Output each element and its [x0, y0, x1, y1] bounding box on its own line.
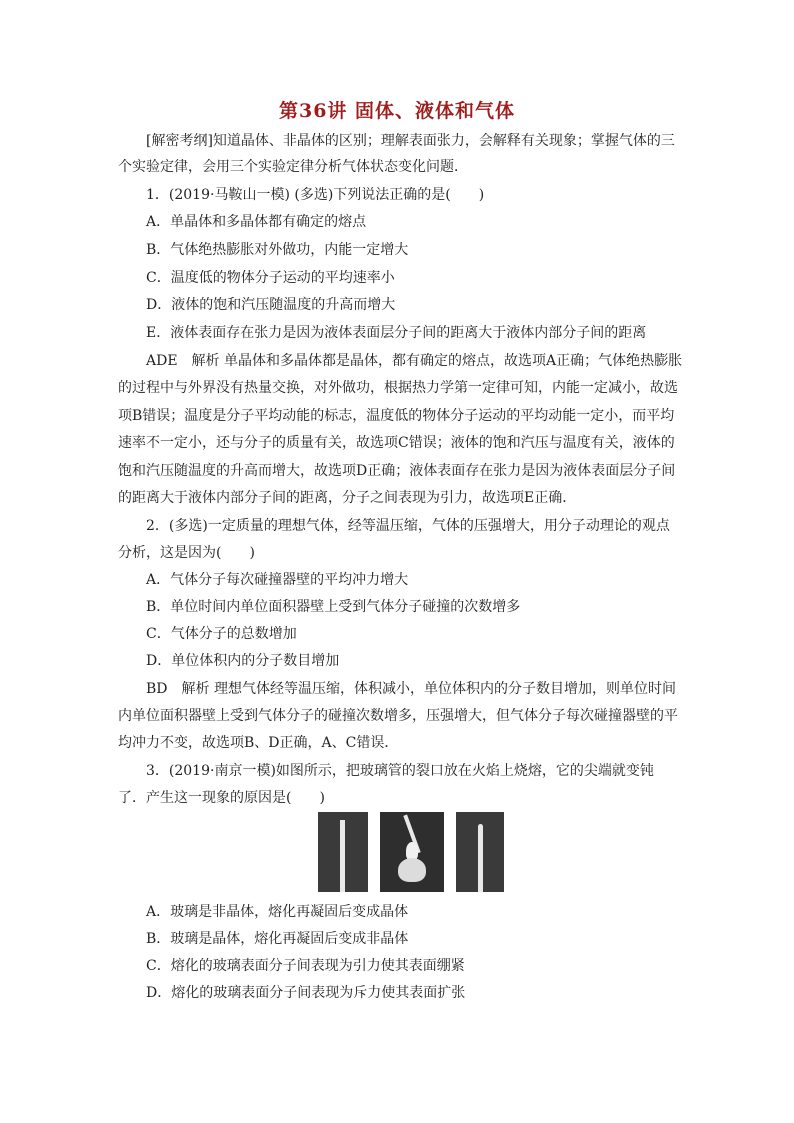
question-2-option-b: B．单位时间内单位面积器壁上受到气体分子碰撞的次数增多	[146, 599, 521, 615]
question-1-analysis-line-5: 饱和汽压随温度的升高而增大，故选项D正确；液体表面存在张力是因为液体表面层分子间	[118, 463, 676, 479]
question-3-option-b: B．玻璃是晶体，熔化再凝固后变成非晶体	[146, 931, 409, 947]
question-2-stem-line-1: 2．(多选)一定质量的理想气体，经等温压缩，气体的压强增大，用分子动理论的观点	[146, 518, 670, 534]
question-2-stem-line-2: 分析，这是因为( )	[118, 545, 255, 561]
question-1-option-d: D．液体的饱和汽压随温度的升高而增大	[146, 297, 396, 313]
question-2-analysis-line-3: 均冲力不变，故选项B、D正确，A、C错误．	[118, 735, 399, 751]
question-1-analysis-line-2: 的过程中与外界没有热量交换，对外做功，根据热力学第一定律可知，内能一定减小，故选	[118, 380, 678, 396]
question-3-stem-line-2: 了．产生这一现象的原因是( )	[118, 790, 325, 806]
figure-cracked-glass-tube	[318, 812, 368, 892]
question-3-stem-line-1: 3．(2019·南京一模)如图所示，把玻璃管的裂口放在火焰上烧熔，它的尖端就变钝	[146, 763, 654, 779]
question-2-analysis-line-1: BD 解析 理想气体经等温压缩，体积减小，单位体积内的分子数目增加，则单位时间	[146, 681, 676, 697]
question-1-option-e: E．液体表面存在张力是因为液体表面层分子间的距离大于液体内部分子间的距离	[146, 325, 647, 341]
figure-tube-over-flame	[380, 812, 444, 892]
question-1-analysis-line-6: 的距离大于液体内部分子间的距离，分子之间表现为引力，故选项E正确．	[118, 490, 577, 506]
question-1-analysis-line-1: ADE 解析 单晶体和多晶体都是晶体，都有确定的熔点，故选项A正确；气体绝热膨胀	[146, 353, 683, 369]
question-1-analysis-line-4: 速率不一定小，还与分子的质量有关，故选项C错误；液体的饱和汽压与温度有关，液体的	[118, 435, 675, 451]
exam-outline-line-2: 个实验定律，会用三个实验定律分析气体状态变化问题．	[118, 159, 468, 175]
question-3-option-a: A．玻璃是非晶体，熔化再凝固后变成晶体	[146, 904, 409, 920]
question-3-option-d: D．熔化的玻璃表面分子间表现为斥力使其表面扩张	[146, 985, 466, 1001]
question-1-analysis-line-3: 项B错误；温度是分子平均动能的标志，温度低的物体分子运动的平均动能一定小，而平均	[118, 408, 675, 424]
question-2-analysis-line-2: 内单位面积器壁上受到气体分子的碰撞次数增多，压强增大，但气体分子每次碰撞器壁的平	[118, 708, 678, 724]
question-3-option-c: C．熔化的玻璃表面分子间表现为引力使其表面绷紧	[146, 958, 465, 974]
question-2-option-d: D．单位体积内的分子数目增加	[146, 653, 340, 669]
exam-outline-line-1: [解密考纲]知道晶体、非晶体的区别；理解表面张力，会解释有关现象；掌握气体的三	[146, 133, 675, 149]
question-1-option-b: B．气体绝热膨胀对外做功，内能一定增大	[146, 242, 409, 258]
question-2-option-a: A．气体分子每次碰撞器壁的平均冲力增大	[146, 572, 409, 588]
question-1-option-c: C．温度低的物体分子运动的平均速率小	[146, 270, 395, 286]
question-1-stem: 1．(2019·马鞍山一模) (多选)下列说法正确的是( )	[146, 187, 485, 203]
question-1-option-a: A．单晶体和多晶体都有确定的熔点	[146, 214, 367, 230]
page-title: 第36讲 固体、液体和气体	[278, 100, 516, 122]
question-2-option-c: C．气体分子的总数增加	[146, 626, 297, 642]
figure-blunt-glass-tube	[456, 812, 504, 892]
